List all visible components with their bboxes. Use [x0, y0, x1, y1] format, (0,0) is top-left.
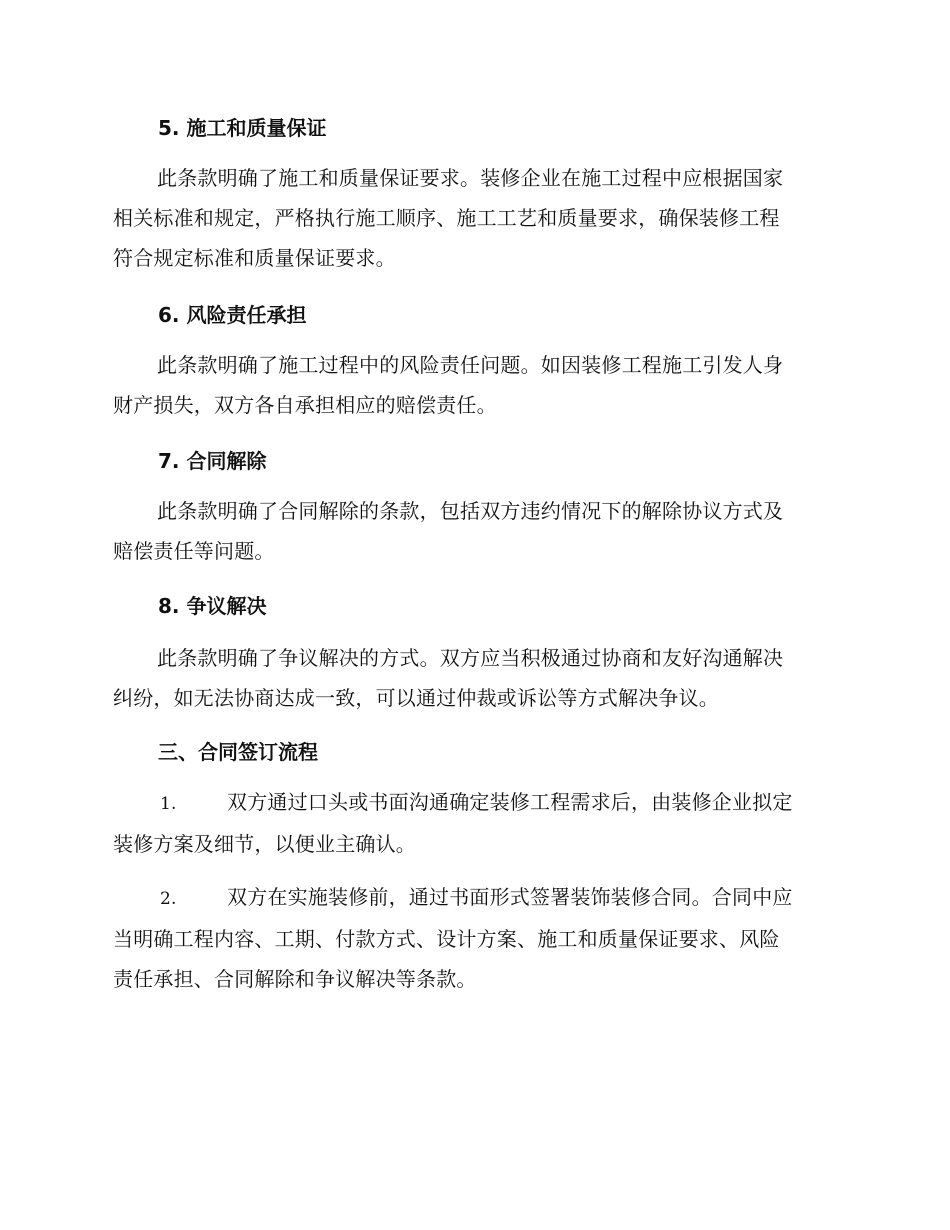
- body-line: 纠纷，如无法协商达成一致，可以通过仲裁或诉讼等方式解决争议。: [113, 686, 719, 710]
- body-line: 当明确工程内容、工期、付款方式、设计方案、施工和质量保证要求、风险: [113, 927, 780, 951]
- body-line: 符合规定标准和质量保证要求。: [113, 246, 396, 270]
- section-body-8: [113, 638, 833, 718]
- chapter-heading-3: 三、合同签订流程: [158, 740, 318, 764]
- process-item-1: [113, 782, 833, 864]
- body-line: 此条款明确了合同解除的条款，包括双方违约情况下的解除协议方式及: [157, 499, 784, 523]
- body-line: 双方通过口头或书面沟通确定装修工程需求后，由装修企业拟定: [227, 790, 793, 814]
- body-line: 财产损失，双方各自承担相应的赔偿责任。: [113, 393, 497, 417]
- body-line: 此条款明确了施工和质量保证要求。装修企业在施工过程中应根据国家: [157, 166, 784, 190]
- section-body-7: [113, 491, 833, 571]
- body-line: 装修方案及细节，以便业主确认。: [113, 832, 416, 856]
- body-line: 双方在实施装修前，通过书面形式签署装饰装修合同。合同中应: [227, 885, 793, 909]
- list-number: 2.: [160, 889, 177, 909]
- section-heading-7: 7. 合同解除: [158, 449, 267, 473]
- list-number: 1.: [160, 794, 177, 814]
- body-line: 相关标准和规定，严格执行施工顺序、施工工艺和质量要求，确保装修工程: [113, 206, 780, 230]
- body-line: 责任承担、合同解除和争议解决等条款。: [113, 967, 477, 991]
- process-item-2: [113, 877, 833, 999]
- section-heading-6: 6. 风险责任承担: [158, 303, 307, 327]
- body-line: 此条款明确了施工过程中的风险责任问题。如因装修工程施工引发人身: [157, 353, 784, 377]
- section-body-5: [113, 158, 833, 278]
- section-body-6: [113, 345, 833, 425]
- section-heading-5: 5. 施工和质量保证: [158, 116, 327, 140]
- body-line: 赔偿责任等问题。: [113, 539, 275, 563]
- section-heading-8: 8. 争议解决: [158, 594, 267, 618]
- body-line: 此条款明确了争议解决的方式。双方应当积极通过协商和友好沟通解决: [157, 646, 784, 670]
